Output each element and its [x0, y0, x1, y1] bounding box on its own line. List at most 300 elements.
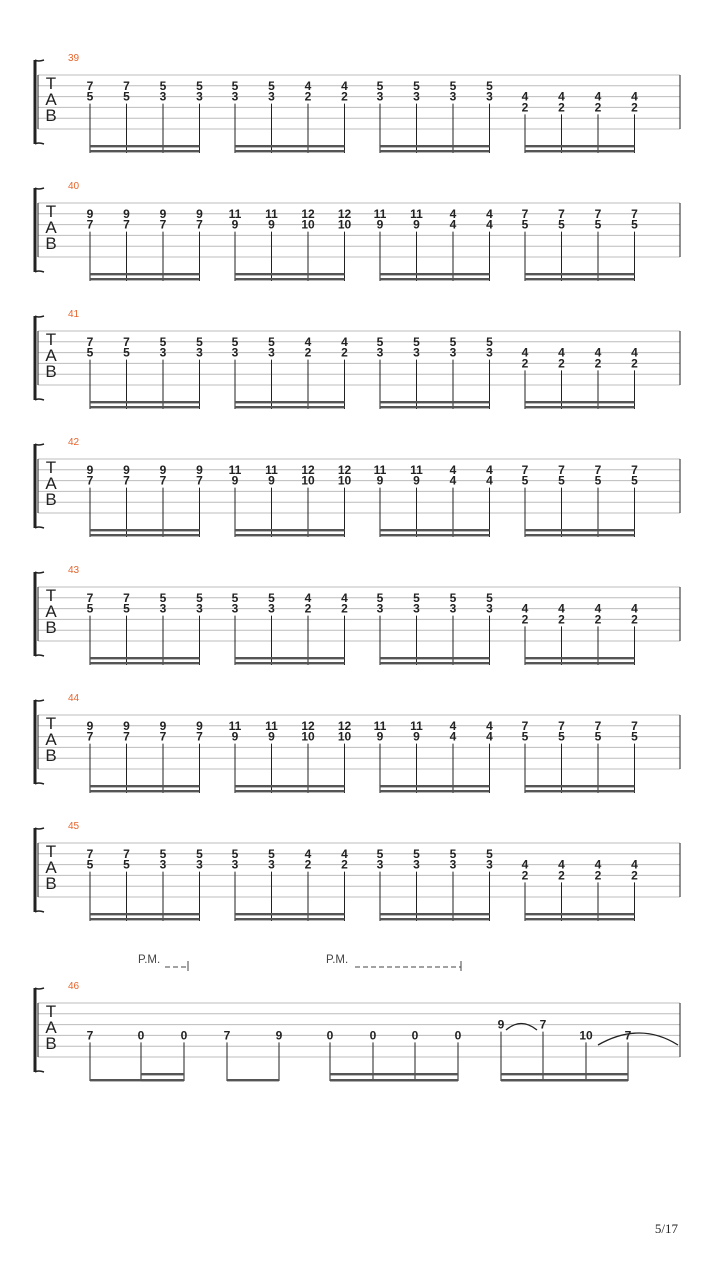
fret-number: 7 — [558, 206, 565, 221]
clef-letter-b: B — [45, 1034, 57, 1053]
beam — [380, 534, 490, 536]
fret-number: 5 — [631, 729, 638, 744]
fret-number: 5 — [486, 846, 493, 861]
fret-number: 2 — [341, 857, 348, 872]
fret-number: 4 — [486, 462, 493, 477]
beam — [525, 529, 635, 531]
fret-number: 2 — [558, 100, 565, 115]
fret-number: 7 — [86, 473, 94, 488]
fret-number: 11 — [228, 462, 242, 477]
fret-number: 11 — [373, 462, 387, 477]
bracket-top-hook — [35, 444, 44, 445]
staff-system-40 — [35, 181, 680, 281]
beam — [90, 278, 200, 280]
fret-number: 5 — [413, 334, 420, 349]
fret-number: 4 — [521, 601, 529, 616]
beam — [235, 529, 345, 531]
fret-number: 9 — [268, 473, 275, 488]
fret-number: 5 — [449, 334, 457, 349]
fret-number: 4 — [486, 473, 493, 488]
fret-number: 11 — [265, 718, 278, 733]
bracket-bottom-hook — [35, 271, 44, 272]
beam — [141, 1079, 184, 1081]
fret-number: 9 — [268, 729, 275, 744]
fret-number: 7 — [558, 462, 565, 477]
clef-letter-t: T — [45, 1002, 57, 1021]
clef-letter-a: A — [45, 90, 57, 109]
fret-number: 9 — [268, 217, 275, 232]
staff-system-39 — [35, 53, 680, 153]
fret-number: 5 — [413, 846, 420, 861]
fret-number: 4 — [486, 729, 493, 744]
fret-number: 5 — [594, 473, 602, 488]
beam — [380, 406, 490, 408]
fret-number: 7 — [196, 729, 203, 744]
fret-number: 5 — [486, 78, 493, 93]
fret-number: 3 — [268, 601, 275, 616]
fret-number: 9 — [159, 718, 167, 733]
fret-number: 5 — [486, 334, 493, 349]
fret-number: 3 — [376, 345, 384, 360]
fret-number: 5 — [231, 590, 239, 605]
fret-number: 3 — [376, 89, 384, 104]
beam — [380, 913, 490, 915]
beam — [330, 1073, 458, 1075]
clef-letter-a: A — [45, 346, 57, 365]
fret-number: 3 — [268, 89, 275, 104]
staff-system-43 — [35, 565, 680, 665]
fret-number: 5 — [86, 857, 94, 872]
fret-number: 0 — [454, 1028, 462, 1043]
fret-number: 11 — [228, 718, 242, 733]
fret-number: 5 — [376, 846, 384, 861]
bracket-top-hook — [35, 700, 44, 701]
measure-number: 45 — [68, 821, 80, 832]
fret-number: 12 — [301, 462, 315, 477]
fret-number: 4 — [558, 89, 565, 104]
beam — [525, 534, 635, 536]
fret-number: 4 — [449, 206, 457, 221]
fret-number: 7 — [539, 1017, 547, 1032]
beam — [501, 1073, 628, 1075]
fret-number: 3 — [159, 89, 167, 104]
fret-number: 3 — [486, 857, 493, 872]
fret-number: 5 — [196, 78, 203, 93]
fret-number: 5 — [449, 846, 457, 861]
fret-number: 7 — [159, 473, 167, 488]
fret-number: 7 — [123, 78, 130, 93]
fret-number: 9 — [123, 718, 130, 733]
fret-number: 5 — [123, 345, 130, 360]
beam — [525, 278, 635, 280]
beam — [525, 662, 635, 664]
fret-number: 12 — [337, 718, 352, 733]
fret-number: 9 — [196, 462, 203, 477]
fret-number: 4 — [486, 217, 493, 232]
fret-number: 9 — [196, 718, 203, 733]
fret-number: 2 — [631, 356, 638, 371]
fret-number: 5 — [268, 590, 275, 605]
fret-number: 3 — [449, 89, 457, 104]
fret-number: 7 — [196, 217, 203, 232]
fret-number: 3 — [413, 601, 420, 616]
fret-number: 5 — [159, 78, 167, 93]
fret-number: 9 — [86, 462, 94, 477]
fret-number: 3 — [196, 857, 203, 872]
beam — [525, 273, 635, 275]
beam — [501, 1079, 628, 1081]
fret-number: 2 — [341, 89, 348, 104]
fret-number: 10 — [337, 473, 352, 488]
fret-number: 5 — [413, 590, 420, 605]
fret-number: 2 — [558, 612, 565, 627]
fret-number: 9 — [376, 217, 384, 232]
fret-number: 12 — [301, 206, 315, 221]
fret-number: 5 — [86, 345, 94, 360]
beam — [235, 790, 345, 792]
fret-number: 3 — [413, 345, 420, 360]
beam — [380, 145, 490, 147]
fret-number: 9 — [231, 473, 239, 488]
beam — [90, 401, 200, 403]
bracket-bottom-hook — [35, 655, 44, 656]
measure-number: 44 — [68, 693, 80, 704]
fret-number: 7 — [521, 206, 529, 221]
fret-number: 11 — [410, 718, 423, 733]
clef-letter-b: B — [45, 490, 57, 509]
fret-number: 4 — [486, 718, 493, 733]
fret-number: 3 — [376, 857, 384, 872]
beam — [235, 913, 345, 915]
fret-number: 4 — [341, 78, 348, 93]
fret-number: 7 — [86, 729, 94, 744]
fret-number: 2 — [521, 868, 529, 883]
fret-number: 5 — [631, 473, 638, 488]
fret-number: 7 — [521, 462, 529, 477]
palm-mute-label: P.M. — [326, 954, 349, 966]
fret-number: 4 — [631, 857, 638, 872]
fret-number: 4 — [341, 334, 348, 349]
fret-number: 11 — [410, 462, 423, 477]
fret-number: 5 — [86, 601, 94, 616]
beam — [235, 273, 345, 275]
bracket-bottom-hook — [35, 1071, 44, 1072]
fret-number: 2 — [521, 100, 529, 115]
fret-number: 4 — [521, 89, 529, 104]
fret-number: 4 — [558, 857, 565, 872]
beam — [235, 278, 345, 280]
fret-number: 5 — [449, 590, 457, 605]
staff-system-41 — [35, 309, 680, 409]
clef-letter-b: B — [45, 362, 57, 381]
fret-number: 4 — [341, 846, 348, 861]
fret-number: 5 — [159, 590, 167, 605]
fret-number: 9 — [231, 217, 239, 232]
bracket-top-hook — [35, 988, 44, 989]
beam — [235, 657, 345, 659]
fret-number: 4 — [631, 601, 638, 616]
fret-number: 3 — [196, 89, 203, 104]
clef-letter-t: T — [45, 202, 57, 221]
clef-letter-a: A — [45, 858, 57, 877]
fret-number: 11 — [373, 718, 387, 733]
fret-number: 10 — [579, 1028, 593, 1043]
fret-number: 7 — [521, 718, 529, 733]
fret-number: 4 — [304, 590, 312, 605]
clef-letter-t: T — [45, 586, 57, 605]
fret-number: 5 — [558, 729, 565, 744]
clef-letter-t: T — [45, 458, 57, 477]
fret-number: 4 — [594, 857, 602, 872]
fret-number: 7 — [631, 462, 638, 477]
fret-number: 3 — [449, 857, 457, 872]
clef-letter-t: T — [45, 74, 57, 93]
fret-number: 7 — [558, 718, 565, 733]
beam — [90, 662, 200, 664]
beam — [235, 406, 345, 408]
beam — [90, 918, 200, 920]
clef-letter-t: T — [45, 714, 57, 733]
fret-number: 10 — [337, 217, 352, 232]
beam — [90, 145, 200, 147]
fret-number: 5 — [196, 590, 203, 605]
fret-number: 3 — [231, 89, 239, 104]
fret-number: 3 — [231, 345, 239, 360]
beam — [235, 785, 345, 787]
fret-number: 3 — [159, 345, 167, 360]
measure-number: 41 — [68, 309, 80, 320]
fret-number: 3 — [268, 345, 275, 360]
fret-number: 2 — [304, 857, 312, 872]
staff-system-42 — [35, 437, 680, 537]
fret-number: 2 — [594, 356, 602, 371]
fret-number: 9 — [159, 462, 167, 477]
fret-number: 9 — [86, 718, 94, 733]
beam — [525, 657, 635, 659]
beam — [90, 406, 200, 408]
fret-number: 2 — [594, 612, 602, 627]
beam — [525, 145, 635, 147]
measure-number: 43 — [68, 565, 80, 576]
fret-number: 10 — [337, 729, 352, 744]
bracket-top-hook — [35, 316, 44, 317]
fret-number: 5 — [196, 846, 203, 861]
fret-number: 7 — [594, 206, 602, 221]
bracket-top-hook — [35, 828, 44, 829]
fret-number: 12 — [337, 206, 352, 221]
fret-number: 12 — [301, 718, 315, 733]
fret-number: 9 — [123, 206, 130, 221]
fret-number: 2 — [631, 100, 638, 115]
fret-number: 2 — [558, 356, 565, 371]
fret-number: 0 — [326, 1028, 334, 1043]
fret-number: 2 — [631, 612, 638, 627]
fret-number: 7 — [86, 78, 94, 93]
beam — [525, 406, 635, 408]
fret-number: 9 — [159, 206, 167, 221]
beam — [90, 913, 200, 915]
fret-number: 7 — [159, 217, 167, 232]
fret-number: 0 — [369, 1028, 377, 1043]
clef-letter-a: A — [45, 730, 57, 749]
fret-number: 5 — [486, 590, 493, 605]
clef-letter-a: A — [45, 474, 57, 493]
measure-number: 40 — [68, 181, 80, 192]
palm-mute-label: P.M. — [138, 954, 161, 966]
fret-number: 7 — [86, 1028, 94, 1043]
measure-number: 42 — [68, 437, 80, 448]
beam — [380, 401, 490, 403]
fret-number: 12 — [337, 462, 352, 477]
fret-number: 11 — [265, 462, 278, 477]
beam — [90, 657, 200, 659]
beam — [380, 657, 490, 659]
beam — [380, 785, 490, 787]
fret-number: 7 — [631, 718, 638, 733]
fret-number: 7 — [123, 846, 130, 861]
beam — [380, 790, 490, 792]
fret-number: 7 — [123, 217, 130, 232]
clef-letter-b: B — [45, 234, 57, 253]
fret-number: 7 — [196, 473, 203, 488]
fret-number: 4 — [558, 601, 565, 616]
fret-number: 7 — [86, 334, 94, 349]
fret-number: 7 — [86, 846, 94, 861]
fret-number: 2 — [521, 612, 529, 627]
fret-number: 4 — [449, 217, 457, 232]
fret-number: 5 — [449, 78, 457, 93]
fret-number: 2 — [521, 356, 529, 371]
beam — [525, 913, 635, 915]
bracket-top-hook — [35, 188, 44, 189]
fret-number: 3 — [268, 857, 275, 872]
fret-number: 4 — [521, 345, 529, 360]
fret-number: 7 — [594, 462, 602, 477]
fret-number: 7 — [624, 1028, 632, 1043]
fret-number: 5 — [413, 78, 420, 93]
fret-number: 2 — [631, 868, 638, 883]
fret-number: 9 — [376, 473, 384, 488]
fret-number: 7 — [123, 334, 130, 349]
beam — [380, 278, 490, 280]
fret-number: 4 — [449, 462, 457, 477]
fret-number: 7 — [223, 1028, 231, 1043]
fret-number: 9 — [497, 1017, 505, 1032]
fret-number: 5 — [123, 857, 130, 872]
fret-number: 3 — [486, 89, 493, 104]
fret-number: 3 — [376, 601, 384, 616]
fret-number: 9 — [413, 217, 420, 232]
slur-arc — [598, 1033, 678, 1045]
fret-number: 3 — [231, 857, 239, 872]
fret-number: 7 — [123, 729, 130, 744]
clef-letter-a: A — [45, 602, 57, 621]
fret-number: 5 — [159, 334, 167, 349]
beam — [235, 662, 345, 664]
beam — [380, 662, 490, 664]
clef-letter-t: T — [45, 330, 57, 349]
beam — [90, 150, 200, 152]
fret-number: 5 — [123, 601, 130, 616]
fret-number: 2 — [304, 601, 312, 616]
beam — [525, 918, 635, 920]
fret-number: 3 — [196, 601, 203, 616]
fret-number: 0 — [411, 1028, 419, 1043]
beam — [525, 790, 635, 792]
fret-number: 2 — [304, 89, 312, 104]
fret-number: 7 — [123, 590, 130, 605]
fret-number: 2 — [594, 868, 602, 883]
fret-number: 5 — [594, 217, 602, 232]
clef-letter-b: B — [45, 746, 57, 765]
beam — [90, 785, 200, 787]
bracket-bottom-hook — [35, 143, 44, 144]
fret-number: 5 — [521, 473, 529, 488]
fret-number: 10 — [301, 473, 315, 488]
beam — [330, 1079, 458, 1081]
fret-number: 5 — [268, 846, 275, 861]
bracket-bottom-hook — [35, 783, 44, 784]
beam — [525, 150, 635, 152]
fret-number: 5 — [86, 89, 94, 104]
fret-number: 4 — [594, 601, 602, 616]
fret-number: 9 — [413, 729, 420, 744]
fret-number: 5 — [376, 590, 384, 605]
fret-number: 4 — [304, 78, 312, 93]
fret-number: 4 — [304, 334, 312, 349]
beam — [380, 150, 490, 152]
fret-number: 11 — [410, 206, 423, 221]
fret-number: 5 — [159, 846, 167, 861]
measure-number: 46 — [68, 981, 80, 992]
beam — [90, 273, 200, 275]
fret-number: 3 — [159, 857, 167, 872]
fret-number: 4 — [594, 345, 602, 360]
beam — [235, 918, 345, 920]
clef-letter-b: B — [45, 106, 57, 125]
fret-number: 5 — [231, 846, 239, 861]
beam — [235, 145, 345, 147]
beam — [380, 529, 490, 531]
fret-number: 5 — [594, 729, 602, 744]
fret-number: 4 — [631, 345, 638, 360]
clef-letter-t: T — [45, 842, 57, 861]
beam — [235, 401, 345, 403]
fret-number: 10 — [301, 729, 315, 744]
fret-number: 3 — [413, 89, 420, 104]
beam — [380, 918, 490, 920]
fret-number: 7 — [86, 590, 94, 605]
fret-number: 9 — [196, 206, 203, 221]
fret-number: 4 — [486, 206, 493, 221]
fret-number: 9 — [413, 473, 420, 488]
beam — [235, 534, 345, 536]
clef-letter-b: B — [45, 618, 57, 637]
fret-number: 5 — [558, 473, 565, 488]
fret-number: 11 — [228, 206, 242, 221]
bracket-top-hook — [35, 572, 44, 573]
fret-number: 5 — [196, 334, 203, 349]
bracket-bottom-hook — [35, 911, 44, 912]
fret-number: 3 — [196, 345, 203, 360]
fret-number: 9 — [376, 729, 384, 744]
fret-number: 3 — [486, 345, 493, 360]
fret-number: 11 — [373, 206, 387, 221]
beam — [380, 273, 490, 275]
beam — [525, 401, 635, 403]
beam — [525, 785, 635, 787]
beam — [90, 529, 200, 531]
